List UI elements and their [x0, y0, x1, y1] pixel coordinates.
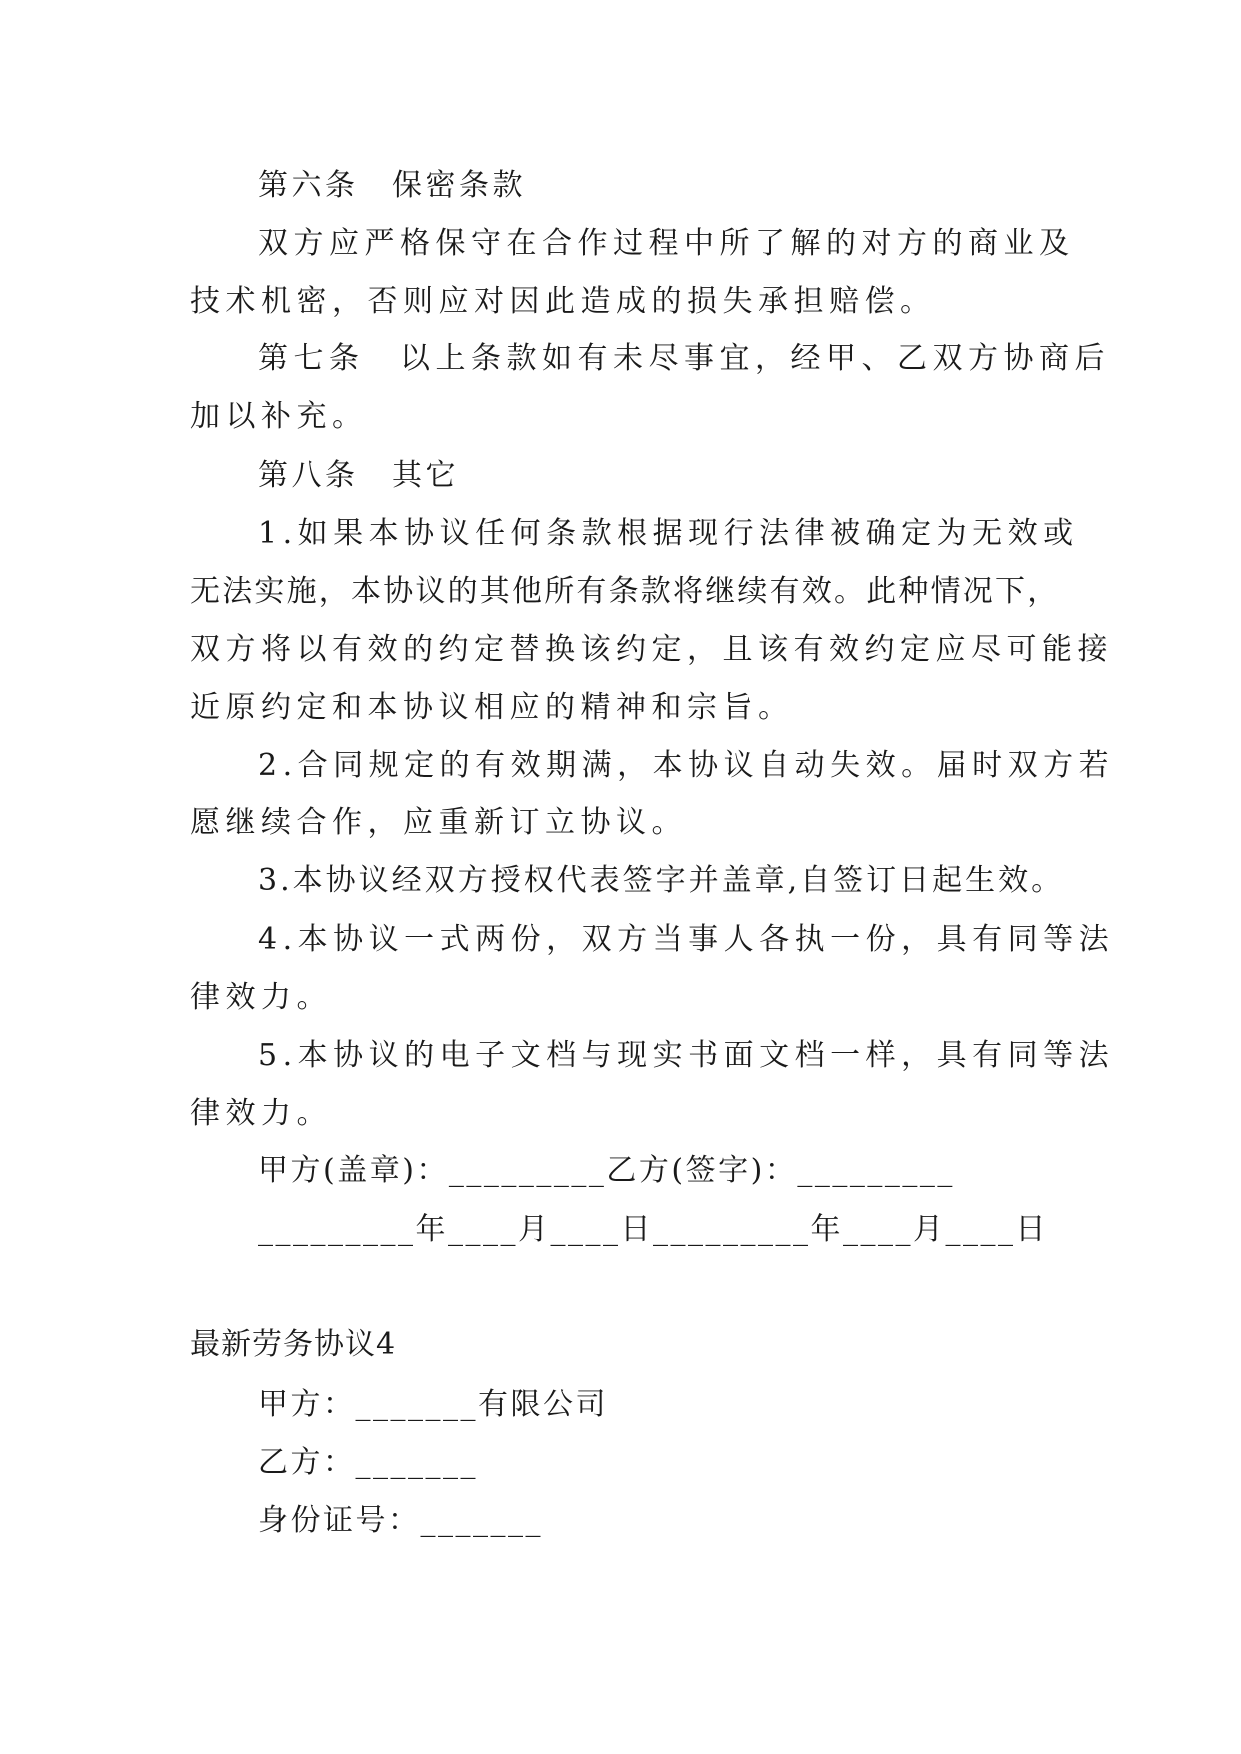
clause-1-line: 1.如果本协议任何条款根据现行法律被确定为无效或 — [258, 516, 1079, 551]
date-line: _________年____月____日_________年____月____日 — [258, 1212, 1048, 1247]
article-8-heading: 第八条 其它 — [258, 458, 459, 493]
paragraph-line: 双方应严格保守在合作过程中所了解的对方的商业及 — [258, 226, 1075, 261]
paragraph-line: 加以补充。 — [190, 399, 368, 434]
signature-line: 甲方(盖章)：_________乙方(签字)：_________ — [258, 1153, 955, 1188]
article-7-line: 第七条 以上条款如有未尽事宜，经甲、乙双方协商后 — [258, 341, 1110, 376]
clause-3-line: 3.本协议经双方授权代表签字并盖章,自签订日起生效。 — [258, 863, 1065, 898]
clause-2-line: 2.合同规定的有效期满，本协议自动失效。届时双方若 — [258, 748, 1115, 783]
paragraph-line: 律效力。 — [190, 980, 332, 1015]
article-6-heading: 第六条 保密条款 — [258, 168, 526, 203]
paragraph-line: 技术机密，否则应对因此造成的损失承担赔偿。 — [190, 284, 936, 319]
paragraph-line: 律效力。 — [190, 1096, 332, 1131]
party-a-line: 甲方：_______有限公司 — [258, 1387, 608, 1422]
clause-4-line: 4.本协议一式两份，双方当事人各执一份，具有同等法 — [258, 922, 1115, 957]
paragraph-line: 双方将以有效的约定替换该约定，且该有效约定应尽可能接 — [190, 632, 1113, 667]
paragraph-line: 近原约定和本协议相应的精神和宗旨。 — [190, 690, 794, 725]
section-title: 最新劳务协议4 — [190, 1327, 397, 1362]
paragraph-line: 无法实施，本协议的其他所有条款将继续有效。此种情况下， — [190, 574, 1060, 609]
clause-5-line: 5.本协议的电子文档与现实书面文档一样，具有同等法 — [258, 1038, 1115, 1073]
paragraph-line: 愿继续合作，应重新订立协议。 — [190, 805, 687, 840]
party-b-line: 乙方：_______ — [258, 1445, 478, 1480]
id-number-line: 身份证号：_______ — [258, 1503, 543, 1538]
